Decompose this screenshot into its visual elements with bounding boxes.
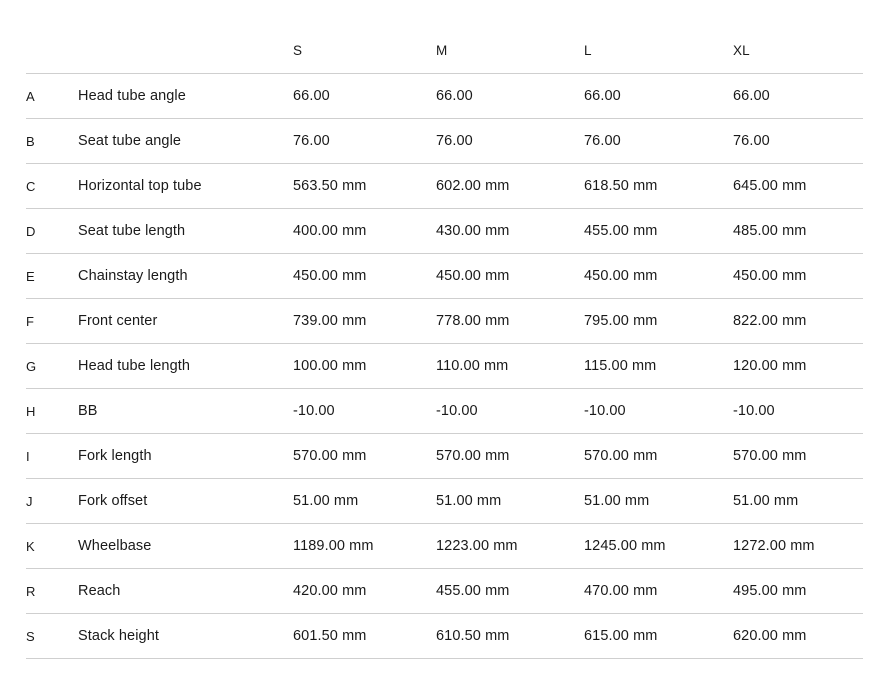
value-cell-l: 570.00 mm <box>584 448 658 464</box>
table-row <box>26 389 863 434</box>
row-label: Head tube length <box>78 358 191 374</box>
value-cell-l: 795.00 mm <box>584 313 658 329</box>
value-cell-xl: 120.00 mm <box>733 358 807 374</box>
value-cell-s: 100.00 mm <box>293 358 367 374</box>
value-cell-m: 570.00 mm <box>436 448 510 464</box>
value-cell-xl: 620.00 mm <box>733 628 807 644</box>
column-header-m: M <box>436 43 448 58</box>
table-row <box>26 74 863 119</box>
value-cell-s: 66.00 <box>293 88 330 104</box>
row-code: B <box>26 133 35 149</box>
table-body <box>26 74 863 659</box>
row-code: D <box>26 223 36 239</box>
value-cell-m: 66.00 <box>436 88 473 104</box>
value-cell-m: 778.00 mm <box>436 313 510 329</box>
value-cell-s: 76.00 <box>293 133 330 149</box>
row-code: S <box>26 628 35 644</box>
row-code: F <box>26 313 35 329</box>
value-cell-l: 615.00 mm <box>584 628 658 644</box>
table-row <box>26 344 863 389</box>
row-code: I <box>26 448 30 464</box>
row-code: G <box>26 358 37 374</box>
value-cell-xl: 485.00 mm <box>733 223 807 239</box>
value-cell-m: 455.00 mm <box>436 583 510 599</box>
value-cell-s: 420.00 mm <box>293 583 367 599</box>
value-cell-l: 51.00 mm <box>584 493 650 509</box>
value-cell-m: 76.00 <box>436 133 473 149</box>
row-label: Horizontal top tube <box>78 178 202 194</box>
table-header <box>26 28 863 74</box>
value-cell-l: 455.00 mm <box>584 223 658 239</box>
row-label: Wheelbase <box>78 538 152 554</box>
value-cell-l: 618.50 mm <box>584 178 658 194</box>
table-row <box>26 479 863 524</box>
value-cell-s: 1189.00 mm <box>293 538 374 554</box>
row-code: E <box>26 268 35 284</box>
value-cell-s: 739.00 mm <box>293 313 367 329</box>
row-label: Chainstay length <box>78 268 188 284</box>
value-cell-s: 400.00 mm <box>293 223 367 239</box>
row-label: Stack height <box>78 628 159 644</box>
value-cell-s: 51.00 mm <box>293 493 359 509</box>
value-cell-m: 51.00 mm <box>436 493 502 509</box>
value-cell-s: 601.50 mm <box>293 628 367 644</box>
value-cell-s: 570.00 mm <box>293 448 367 464</box>
row-code: H <box>26 403 36 419</box>
row-label: Fork length <box>78 448 152 464</box>
value-cell-xl: 570.00 mm <box>733 448 807 464</box>
value-cell-l: 76.00 <box>584 133 621 149</box>
row-label: Fork offset <box>78 493 148 509</box>
row-label: Reach <box>78 583 121 599</box>
table-row <box>26 254 863 299</box>
row-label: Head tube angle <box>78 88 186 104</box>
value-cell-xl: 76.00 <box>733 133 770 149</box>
table-row <box>26 164 863 209</box>
value-cell-s: 563.50 mm <box>293 178 367 194</box>
table-row <box>26 299 863 344</box>
value-cell-xl: 51.00 mm <box>733 493 799 509</box>
table-row <box>26 524 863 569</box>
row-label: Seat tube angle <box>78 133 182 149</box>
value-cell-s: -10.00 <box>293 403 335 419</box>
row-label: Seat tube length <box>78 223 186 239</box>
value-cell-m: 110.00 mm <box>436 358 509 374</box>
value-cell-xl: 822.00 mm <box>733 313 807 329</box>
row-code: C <box>26 178 36 194</box>
value-cell-l: -10.00 <box>584 403 626 419</box>
value-cell-xl: -10.00 <box>733 403 775 419</box>
value-cell-m: 430.00 mm <box>436 223 510 239</box>
value-cell-l: 115.00 mm <box>584 358 657 374</box>
value-cell-m: 602.00 mm <box>436 178 510 194</box>
value-cell-l: 66.00 <box>584 88 621 104</box>
value-cell-l: 450.00 mm <box>584 268 658 284</box>
value-cell-xl: 645.00 mm <box>733 178 807 194</box>
column-header-l: L <box>584 43 592 58</box>
value-cell-m: 1223.00 mm <box>436 538 518 554</box>
row-code: K <box>26 538 35 554</box>
value-cell-l: 1245.00 mm <box>584 538 666 554</box>
value-cell-s: 450.00 mm <box>293 268 367 284</box>
table-row <box>26 119 863 164</box>
value-cell-xl: 450.00 mm <box>733 268 807 284</box>
table-row <box>26 209 863 254</box>
column-header-s: S <box>293 43 303 58</box>
row-code: A <box>26 88 35 104</box>
value-cell-l: 470.00 mm <box>584 583 658 599</box>
value-cell-xl: 66.00 <box>733 88 770 104</box>
value-cell-xl: 495.00 mm <box>733 583 807 599</box>
table-row <box>26 614 863 659</box>
table-row <box>26 434 863 479</box>
row-label: BB <box>78 403 98 419</box>
column-header-xl: XL <box>733 43 750 58</box>
row-label: Front center <box>78 313 158 329</box>
value-cell-m: -10.00 <box>436 403 478 419</box>
table-row <box>26 569 863 614</box>
row-code: J <box>26 493 33 509</box>
row-code: R <box>26 583 36 599</box>
value-cell-m: 610.50 mm <box>436 628 510 644</box>
value-cell-xl: 1272.00 mm <box>733 538 815 554</box>
geometry-table <box>26 28 863 659</box>
value-cell-m: 450.00 mm <box>436 268 510 284</box>
